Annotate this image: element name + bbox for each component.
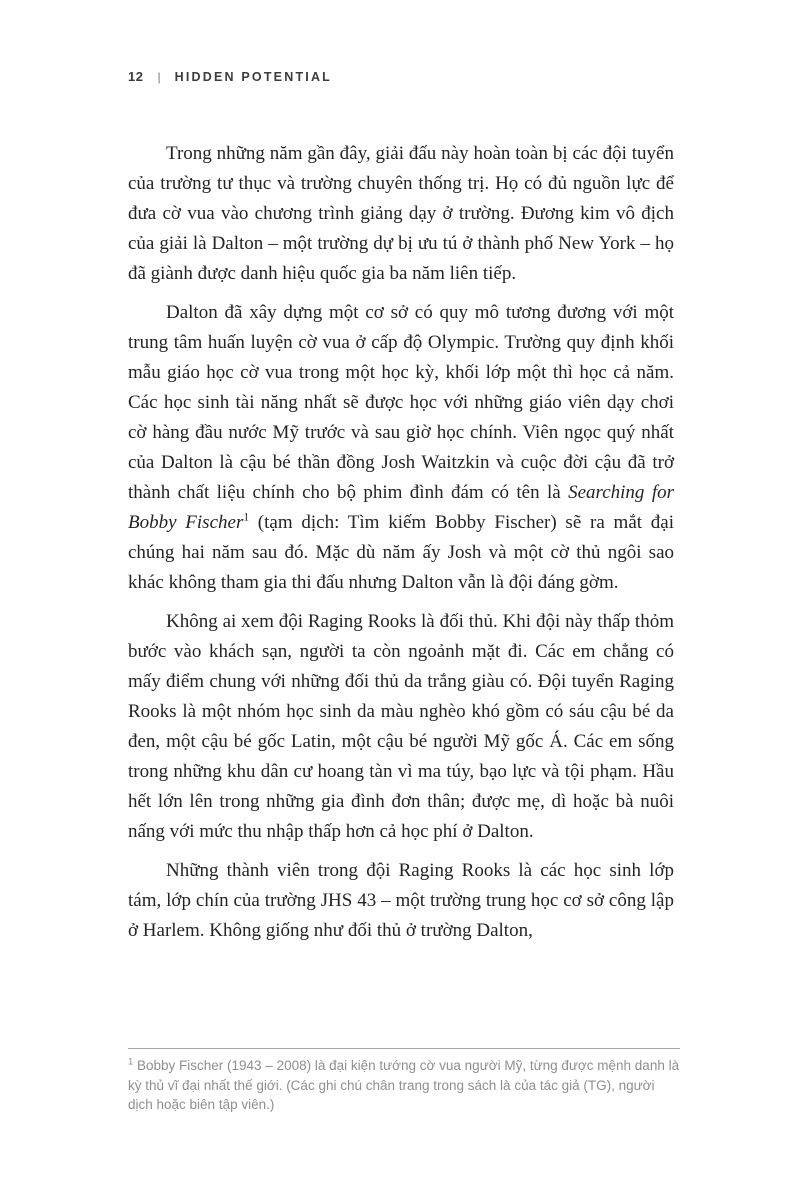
page-number: 12 — [128, 69, 144, 84]
footnote-marker: 1 — [128, 1056, 134, 1068]
text-run: Những thành viên trong đội Raging Rooks là các học sinh lớp tám, lớp chín của trường JHS 43 – một trường trung học cơ sở công lập ở Harlem. Không giống như đối thủ ở trường Dalton, — [128, 860, 674, 941]
paragraph — [128, 607, 674, 847]
footnote-text: Bobby Fischer (1943 – 2008) là đại kiện tướng cờ vua người Mỹ, từng được mệnh danh là kỳ thủ vĩ đại nhất thế giới. (Các ghi chú chân trang trong sách là của tác giả (TG), người dịch hoặc biên tập viên.) — [128, 1058, 680, 1112]
footnote-rule — [128, 1048, 680, 1049]
text-run: Trong những năm gần đây, giải đấu này hoàn toàn bị các đội tuyển của trường tư thục và trường chuyên thống trị. Họ có đủ nguồn lực để đưa cờ vua vào chương trình giảng dạy ở trường. Đương kim vô địch của giải là Dalton – một trường dự bị ưu tú ở thành phố New York – họ đã giành được danh hiệu quốc gia ba năm liên tiếp. — [128, 143, 674, 284]
text-run: Không ai xem đội Raging Rooks là đối thủ. Khi đội này thấp thỏm bước vào khách sạn, người ta còn ngoảnh mặt đi. Các em chẳng có mấy điểm chung với những đối thủ da trắng giàu có. Đội tuyển Raging Rooks là một nhóm học sinh da màu nghèo khó gồm có sáu cậu bé da đen, một cậu bé gốc Latin, một cậu bé người Mỹ gốc Á. Các em sống trong những khu dân cư hoang tàn vì ma túy, bạo lực và tội phạm. Hầu hết lớn lên trong những gia đình đơn thân; được mẹ, dì hoặc bà nuôi nấng với mức thu nhập thấp hơn cả học phí ở Dalton. — [128, 611, 674, 842]
book-title: HIDDEN POTENTIAL — [174, 70, 333, 84]
footnote — [128, 1056, 680, 1115]
italic-movie-title: Searching for Bobby Fischer — [128, 482, 674, 533]
footnote-area — [128, 1048, 680, 1115]
paragraph — [128, 139, 674, 289]
text-run: Dalton đã xây dựng một cơ sở có quy mô tương đương với một trung tâm huấn luyện cờ vua ở cấp độ Olympic. Trường quy định khối mẫu giáo học cờ vua trong một học kỳ, khối lớp một thì học cả năm. Các học sinh tài năng nhất sẽ được học với những giáo viên dạy chơi cờ hàng đầu nước Mỹ trước và sau giờ học chính. Viên ngọc quý nhất của Dalton là cậu bé thần đồng Josh Waitzkin và cuộc đời cậu đã trở thành chất liệu chính cho bộ phim đình đám có tên là — [128, 302, 674, 503]
page-header — [128, 69, 332, 84]
footnote-reference: 1 — [243, 511, 250, 524]
page-body — [128, 139, 674, 955]
text-run: (tạm dịch: Tìm kiếm Bobby Fischer) sẽ ra mắt đại chúng hai năm sau đó. Mặc dù năm ấy Josh và một cờ thủ ngôi sao khác không tham gia thi đấu nhưng Dalton vẫn là đội đáng gờm. — [128, 512, 675, 593]
paragraph — [128, 298, 674, 598]
header-separator: | — [157, 70, 161, 84]
paragraph — [128, 856, 674, 946]
